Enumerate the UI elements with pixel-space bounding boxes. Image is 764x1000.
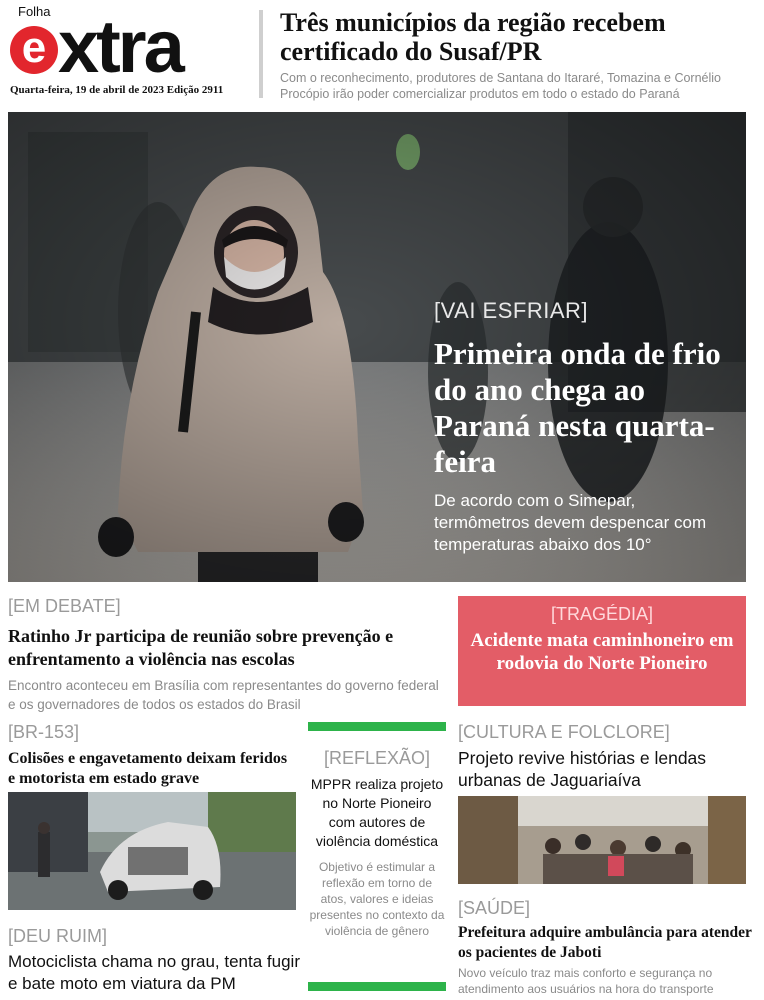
br153-headline[interactable]: Colisões e engavetamento deixam feridos e motorista em estado grave [8, 750, 288, 787]
hero-headline[interactable]: Primeira onda de frio do ano chega ao Paraná nesta quarta-feira [434, 336, 721, 479]
debate-tag: [EM DEBATE] [8, 596, 121, 616]
debate-summary: Encontro aconteceu em Brasília com representantes do governo federal e os governadores de todos os estados do Brasil [8, 678, 439, 712]
crash-photo-image [8, 792, 296, 910]
cultura-tag: [CULTURA E FOLCLORE] [458, 722, 670, 742]
reflex-headline[interactable]: MPPR realiza projeto no Norte Pioneiro com autores de violência doméstica [310, 776, 444, 849]
deu-ruim-headline[interactable]: Motociclista chama no grau, tenta fugir e bate moto em viatura da PM [8, 952, 300, 993]
edition-line: Quarta-feira, 19 de abril de 2023 Edição 2911 [10, 84, 224, 96]
top-story-headline[interactable]: Três municípios da região recebem certificado do Susaf/PR [280, 8, 666, 66]
saude-headline[interactable]: Prefeitura adquire ambulância para atender os pacientes de Jaboti [458, 924, 752, 961]
logo-e-circle: e [10, 26, 58, 74]
tragedy-tag: [TRAGÉDIA] [550, 604, 653, 624]
saude-story[interactable] [458, 898, 753, 997]
masthead-divider [259, 10, 263, 98]
cultura-photo[interactable] [458, 796, 746, 884]
tragedy-headline[interactable]: Acidente mata caminhoneiro em rodovia do Norte Pioneiro [470, 630, 734, 674]
deu-ruim-story[interactable] [8, 926, 303, 995]
saude-summary: Novo veículo traz mais conforto e segurança no atendimento aos usuários na hora do transporte [458, 966, 714, 996]
tragedy-box[interactable] [458, 596, 746, 706]
br153-story[interactable] [8, 722, 298, 789]
reflex-story[interactable] [308, 748, 446, 939]
debate-headline[interactable]: Ratinho Jr participa de reunião sobre prevenção e enfrentamento a violência nas escolas [8, 626, 394, 669]
saude-tag: [SAÚDE] [458, 898, 531, 918]
reflex-summary: Objetivo é estimular a reflexão em torno de atos, valores e ideias presentes no contexto da violência de gênero [309, 860, 445, 938]
reflex-top-bar [308, 722, 446, 731]
cultura-headline[interactable]: Projeto revive histórias e lendas urbanas de Jaguariaíva [458, 748, 707, 790]
hero-tag: [VAI ESFRIAR] [434, 298, 589, 323]
cultura-story[interactable] [458, 722, 748, 791]
logo-xtra-text: xtra [58, 5, 182, 88]
logo-folha-text: Folha [18, 4, 51, 19]
deu-ruim-tag: [DEU RUIM] [8, 926, 107, 946]
hero-summary: De acordo com o Simepar, termômetros devem despencar com temperaturas abaixo dos 10° [434, 491, 707, 554]
crash-photo[interactable] [8, 792, 296, 910]
reflex-tag: [REFLEXÃO] [323, 748, 431, 768]
cultura-photo-image [458, 796, 746, 884]
debate-story[interactable] [8, 596, 448, 714]
hero-story[interactable] [8, 112, 746, 582]
br153-tag: [BR-153] [8, 722, 80, 742]
reflex-bottom-bar [308, 982, 446, 991]
top-story-summary: Com o reconhecimento, produtores de Santana do Itararé, Tomazina e Cornélio Procópio irão poder comercializar produtos em todo o estado do Paraná [280, 71, 721, 101]
masthead-logo[interactable] [8, 4, 228, 100]
